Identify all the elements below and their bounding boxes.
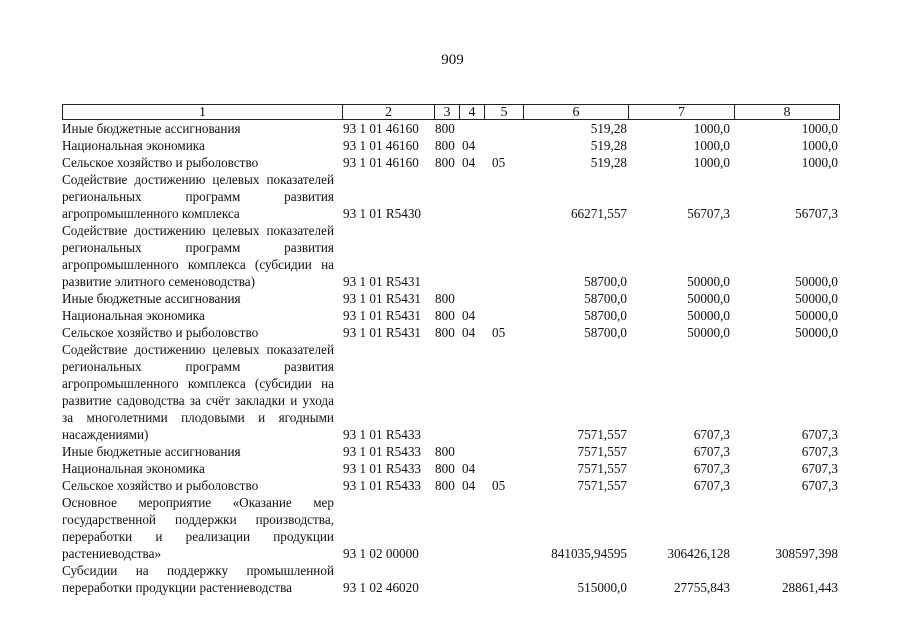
row-name: Иные бюджетные ассигнования [62, 444, 241, 459]
table-header [62, 104, 840, 120]
row-value-7: 50000,0 [687, 325, 730, 340]
table-row [62, 307, 840, 324]
row-value-6: 7571,557 [577, 478, 627, 493]
row-value-8: 50000,0 [795, 291, 838, 306]
budget-table [62, 104, 840, 596]
row-c5: 05 [492, 478, 506, 493]
row-code [343, 120, 512, 137]
header-col-1: 1 [199, 105, 206, 120]
row-c4: 04 [462, 478, 476, 493]
header-col-6: 6 [523, 105, 628, 119]
row-name: Сельское хозяйство и рыболовство [62, 478, 259, 493]
row-name: Содействие достижению целевых показателей региональных программ развития агропромышленного комплекса (субсидии на развитие садоводства за счёт закладки и ухода за многолетними плодовыми и ягодными насаждениями) [62, 342, 334, 442]
page-number: 909 [441, 52, 464, 68]
row-code [343, 273, 512, 290]
row-value-6: 519,28 [590, 138, 627, 153]
row-value-7: 1000,0 [693, 138, 730, 153]
header-col-2: 2 [342, 105, 434, 119]
row-c5: 05 [492, 155, 506, 170]
row-c4: 04 [462, 325, 476, 340]
row-value-6: 58700,0 [584, 325, 627, 340]
row-code [343, 579, 512, 596]
row-code: 93 1 01 R5431 [343, 291, 422, 306]
table-row [62, 290, 840, 307]
row-value-7: 50000,0 [687, 308, 730, 323]
row-name: Сельское хозяйство и рыболовство [62, 155, 259, 170]
row-code: 93 1 01 R5433 [343, 478, 422, 493]
row-name: Содействие достижению целевых показателей региональных программ развития агропромышленного комплекса [62, 172, 334, 221]
row-value-8: 28861,443 [781, 580, 838, 595]
row-value-7: 27755,843 [673, 580, 730, 595]
row-value-7: 50000,0 [687, 274, 730, 289]
row-value-6: 519,28 [590, 121, 627, 136]
row-value-8: 50000,0 [795, 325, 838, 340]
row-value-7: 6707,3 [693, 427, 730, 442]
table-row [62, 443, 840, 460]
row-code: 93 1 02 46020 [343, 580, 419, 595]
header-col-3: 3 [434, 105, 459, 119]
table-row [62, 154, 840, 171]
row-name: Национальная экономика [62, 138, 205, 153]
table-row [62, 222, 840, 290]
row-value-7: 1000,0 [693, 155, 730, 170]
row-value-8: 6707,3 [801, 444, 838, 459]
row-value-8: 1000,0 [801, 138, 838, 153]
row-c3: 800 [435, 308, 455, 323]
row-value-6: 841035,94595 [551, 546, 627, 561]
header-col-8: 8 [734, 105, 839, 119]
row-name: Национальная экономика [62, 308, 205, 323]
row-value-6: 7571,557 [577, 444, 627, 459]
row-c3: 800 [435, 478, 455, 493]
row-value-7: 56707,3 [687, 206, 730, 221]
row-value-6: 58700,0 [584, 291, 627, 306]
table-row [62, 324, 840, 341]
row-name: Национальная экономика [62, 461, 205, 476]
row-value-7: 306426,128 [667, 546, 730, 561]
row-code: 93 1 01 R5433 [343, 427, 422, 442]
row-name: Содействие достижению целевых показателей региональных программ развития агропромышленного комплекса (субсидии на развитие элитного семеноводства) [62, 223, 334, 289]
row-code [343, 307, 512, 324]
row-value-8: 56707,3 [795, 206, 838, 221]
row-code [343, 137, 512, 154]
row-code: 93 1 01 R5430 [343, 206, 422, 221]
row-value-8: 1000,0 [801, 155, 838, 170]
row-value-8: 6707,3 [801, 478, 838, 493]
row-value-6: 7571,557 [577, 461, 627, 476]
row-code [343, 154, 512, 171]
row-code: 93 1 02 00000 [343, 546, 419, 561]
row-c3: 800 [435, 291, 455, 306]
row-name: Субсидии на поддержку промышленной переработки продукции растениеводства [62, 563, 334, 595]
row-c4: 04 [462, 308, 476, 323]
row-value-8: 6707,3 [801, 427, 838, 442]
row-value-6: 66271,557 [570, 206, 627, 221]
row-code: 93 1 01 R5433 [343, 461, 422, 476]
header-col-5: 5 [484, 105, 523, 119]
table-body [62, 120, 840, 596]
table-row [62, 341, 840, 443]
row-c5: 05 [492, 325, 506, 340]
row-value-8: 1000,0 [801, 121, 838, 136]
row-value-6: 58700,0 [584, 274, 627, 289]
table-row [62, 137, 840, 154]
row-code [343, 324, 512, 341]
row-value-7: 6707,3 [693, 444, 730, 459]
row-c3: 800 [435, 155, 455, 170]
table-row [62, 477, 840, 494]
row-code: 93 1 01 R5433 [343, 444, 422, 459]
row-code: 93 1 01 R5431 [343, 308, 422, 323]
row-value-8: 308597,398 [775, 546, 838, 561]
header-col-4: 4 [459, 105, 484, 119]
table-row [62, 120, 840, 137]
row-code [343, 460, 512, 477]
row-value-8: 6707,3 [801, 461, 838, 476]
row-name: Основное мероприятие «Оказание мер государственной поддержки производства, переработки и реализации продукции растениеводства» [62, 495, 334, 561]
row-code [343, 426, 512, 443]
table-row [62, 460, 840, 477]
row-c3: 800 [435, 121, 455, 136]
row-value-7: 50000,0 [687, 291, 730, 306]
row-value-8: 50000,0 [795, 308, 838, 323]
row-name: Иные бюджетные ассигнования [62, 291, 241, 306]
row-c4: 04 [462, 155, 476, 170]
row-c3: 800 [435, 444, 455, 459]
row-code [343, 290, 512, 307]
row-code: 93 1 01 46160 [343, 121, 419, 136]
row-code: 93 1 01 R5431 [343, 325, 422, 340]
row-value-6: 519,28 [590, 155, 627, 170]
row-c3: 800 [435, 325, 455, 340]
row-c4: 04 [462, 138, 476, 153]
row-value-6: 515000,0 [577, 580, 627, 595]
row-code: 93 1 01 46160 [343, 155, 419, 170]
row-c3: 800 [435, 138, 455, 153]
row-code [343, 477, 512, 494]
row-value-8: 50000,0 [795, 274, 838, 289]
row-value-7: 6707,3 [693, 478, 730, 493]
table-row [62, 494, 840, 562]
row-value-7: 1000,0 [693, 121, 730, 136]
row-value-6: 7571,557 [577, 427, 627, 442]
row-code [343, 545, 512, 562]
row-code: 93 1 01 46160 [343, 138, 419, 153]
row-name: Сельское хозяйство и рыболовство [62, 325, 259, 340]
row-code: 93 1 01 R5431 [343, 274, 422, 289]
row-c3: 800 [435, 461, 455, 476]
row-c4: 04 [462, 461, 476, 476]
table-row [62, 171, 840, 222]
table-row [62, 562, 840, 596]
row-code [343, 443, 512, 460]
row-value-6: 58700,0 [584, 308, 627, 323]
header-col-7: 7 [628, 105, 734, 119]
row-value-7: 6707,3 [693, 461, 730, 476]
row-name: Иные бюджетные ассигнования [62, 121, 241, 136]
row-code [343, 205, 512, 222]
